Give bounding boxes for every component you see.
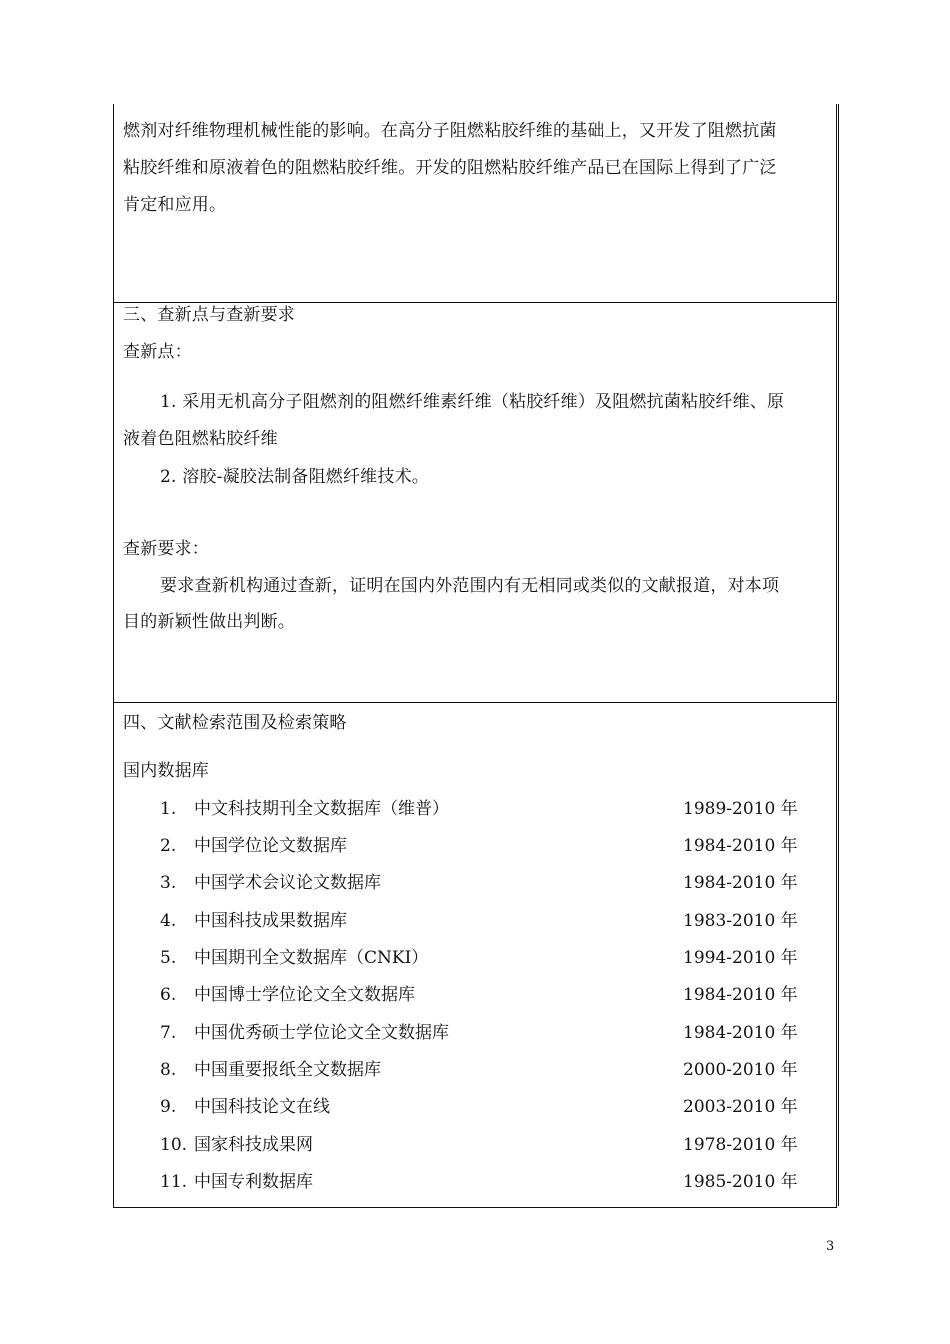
paragraph-line: 粘胶纤维和原液着色的阻燃粘胶纤维。开发的阻燃粘胶纤维产品已在国际上得到了广泛 — [123, 158, 777, 178]
db-number: 3. — [160, 873, 177, 893]
db-name: 国家科技成果网 — [194, 1135, 313, 1155]
db-number: 7. — [160, 1023, 177, 1043]
db-number: 6. — [160, 985, 177, 1005]
section-search-scope — [114, 702, 836, 1208]
db-range: 1994-2010 年 — [683, 948, 798, 968]
db-range: 1985-2010 年 — [683, 1172, 798, 1192]
requirements-line-1: 要求查新机构通过查新，证明在国内外范围内有无相同或类似的文献报道，对本项 — [160, 576, 780, 596]
paragraph-line: 肯定和应用。 — [123, 195, 227, 215]
point-1-line-1: 1. 采用无机高分子阻燃剂的阻燃纤维素纤维（粘胶纤维）及阻燃抗菌粘胶纤维、原 — [160, 392, 785, 412]
requirements-label: 查新要求： — [123, 539, 209, 559]
paragraph-line: 燃剂对纤维物理机械性能的影响。在高分子阻燃粘胶纤维的基础上，又开发了阻燃抗菌 — [123, 121, 777, 141]
db-number: 5. — [160, 948, 177, 968]
db-number: 11. — [160, 1172, 188, 1192]
db-range: 1984-2010 年 — [683, 985, 798, 1005]
point-2: 2. 溶胶-凝胶法制备阻燃纤维技术。 — [160, 467, 429, 487]
db-range: 1984-2010 年 — [683, 1023, 798, 1043]
db-name: 中国博士学位论文全文数据库 — [194, 985, 415, 1005]
form-table — [113, 104, 837, 1208]
section-heading: 四、文献检索范围及检索策略 — [123, 713, 347, 733]
db-number: 2. — [160, 836, 177, 856]
points-label: 查新点： — [123, 342, 192, 362]
db-range: 2000-2010 年 — [683, 1060, 798, 1080]
db-range: 1984-2010 年 — [683, 873, 798, 893]
db-name: 中国学位论文数据库 — [194, 836, 347, 856]
db-name: 中国科技成果数据库 — [194, 911, 347, 931]
db-name: 中国重要报纸全文数据库 — [194, 1060, 381, 1080]
db-name: 中国专利数据库 — [194, 1172, 313, 1192]
db-number: 10. — [160, 1135, 188, 1155]
point-1-line-2: 液着色阻燃粘胶纤维 — [123, 429, 278, 449]
db-range: 1983-2010 年 — [683, 911, 798, 931]
db-name: 中国学术会议论文数据库 — [194, 873, 381, 893]
domestic-db-label: 国内数据库 — [123, 761, 209, 781]
db-number: 4. — [160, 911, 177, 931]
db-number: 9. — [160, 1097, 177, 1117]
db-range: 1978-2010 年 — [683, 1135, 798, 1155]
db-name: 中文科技期刊全文数据库（维普） — [194, 799, 449, 819]
section-heading: 三、查新点与查新要求 — [123, 305, 295, 325]
requirements-line-2: 目的新颖性做出判断。 — [123, 612, 295, 632]
db-number: 1. — [160, 799, 177, 819]
db-range: 1984-2010 年 — [683, 836, 798, 856]
db-number: 8. — [160, 1060, 177, 1080]
db-name: 中国科技论文在线 — [194, 1097, 330, 1117]
page-number: 3 — [826, 1239, 835, 1254]
db-range: 2003-2010 年 — [683, 1097, 798, 1117]
db-name: 中国期刊全文数据库（CNKI） — [194, 948, 429, 968]
section-background-tail — [114, 104, 836, 302]
db-name: 中国优秀硕士学位论文全文数据库 — [194, 1023, 449, 1043]
db-range: 1989-2010 年 — [683, 799, 798, 819]
section-novelty-points — [114, 302, 836, 702]
